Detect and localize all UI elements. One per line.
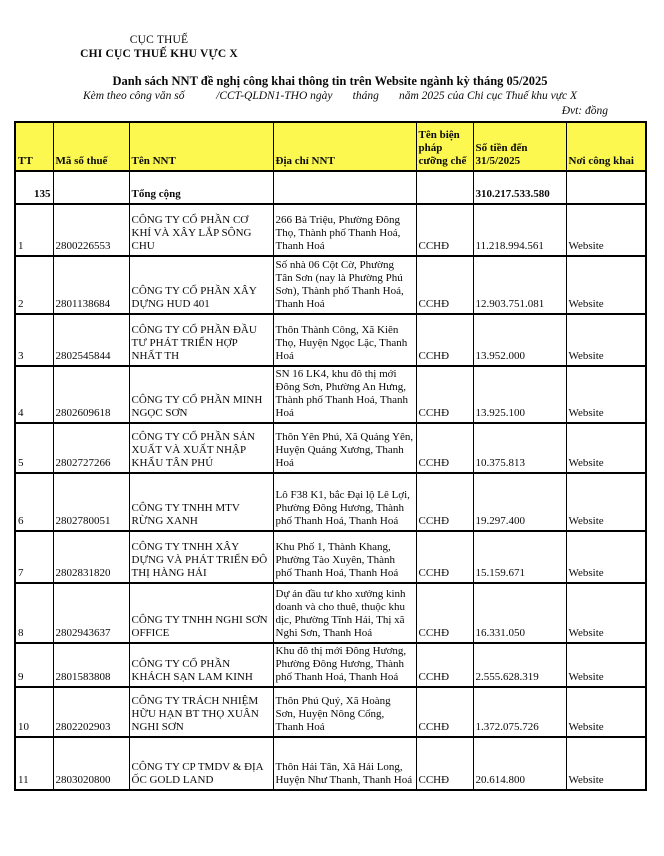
company-name: CÔNG TY CỔ PHẦN MINH NGỌC SƠN — [129, 366, 273, 423]
summary-empty-taxcode — [53, 171, 129, 204]
amount-due: 15.159.671 — [473, 531, 566, 583]
column-header-tax-code: Mã số thuế — [53, 122, 129, 171]
company-address: SN 16 LK4, khu đô thị mới Đông Sơn, Phường An Hưng, Thành phố Thanh Hoá, Thanh Hoá — [273, 366, 416, 423]
amount-due: 12.903.751.081 — [473, 256, 566, 314]
publish-location: Website — [566, 531, 646, 583]
company-name: CÔNG TY TNHH MTV RỪNG XANH — [129, 473, 273, 531]
company-address: Khu Phố 1, Thành Khang, Phường Tào Xuyên, Thành phố Thanh Hoá, Thanh Hoá — [273, 531, 416, 583]
table-row — [15, 314, 646, 366]
enforcement-measure: CCHĐ — [416, 256, 473, 314]
tax-code: 2801138684 — [53, 256, 129, 314]
enforcement-measure: CCHĐ — [416, 204, 473, 256]
row-index: 1 — [15, 204, 53, 256]
column-header-address: Địa chỉ NNT — [273, 122, 416, 171]
column-header-publish: Nơi công khai — [566, 122, 646, 171]
company-name: CÔNG TY CỔ PHẦN ĐẦU TƯ PHÁT TRIỂN HỢP NHẤT TH — [129, 314, 273, 366]
company-name: CÔNG TY CỔ PHẦN KHÁCH SẠN LAM KINH — [129, 643, 273, 687]
currency-unit-note: Đvt: đồng — [561, 105, 608, 117]
company-address: Lô F38 K1, bắc Đại lộ Lê Lợi, Phường Đông Hương, Thành phố Thanh Hoá, Thanh Hoá — [273, 473, 416, 531]
enforcement-measure: CCHĐ — [416, 366, 473, 423]
enforcement-measure: CCHĐ — [416, 737, 473, 790]
enforcement-measure: CCHĐ — [416, 314, 473, 366]
company-address: Khu đô thị mới Đông Hương, Phường Đông Hương, Thành phố Thanh Hoá, Thanh Hoá — [273, 643, 416, 687]
amount-due: 1.372.075.726 — [473, 687, 566, 737]
publish-location: Website — [566, 423, 646, 473]
summary-empty-address — [273, 171, 416, 204]
amount-due: 16.331.050 — [473, 583, 566, 643]
summary-amount: 310.217.533.580 — [473, 171, 566, 204]
summary-index: 135 — [15, 171, 53, 204]
company-address: Thôn Thành Công, Xã Kiên Thọ, Huyện Ngọc Lặc, Thanh Hoá — [273, 314, 416, 366]
tax-code: 2802780051 — [53, 473, 129, 531]
tax-code: 2800226553 — [53, 204, 129, 256]
publish-location: Website — [566, 473, 646, 531]
company-address: Thôn Yên Phú, Xã Quảng Yên, Huyện Quảng Xương, Thanh Hoá — [273, 423, 416, 473]
column-header-tt: TT — [15, 122, 53, 171]
row-index: 2 — [15, 256, 53, 314]
company-name: CÔNG TY TNHH NGHI SƠN OFFICE — [129, 583, 273, 643]
document-title: Danh sách NNT đề nghị công khai thông tin trên Website ngành kỳ tháng 05/2025 — [112, 74, 548, 88]
tax-code: 2801583808 — [53, 643, 129, 687]
column-header-name: Tên NNT — [129, 122, 273, 171]
amount-due: 11.218.994.561 — [473, 204, 566, 256]
amount-due: 13.925.100 — [473, 366, 566, 423]
company-name: CÔNG TY TNHH XÂY DỰNG VÀ PHÁT TRIỂN ĐÔ THỊ HÀNG HẢI — [129, 531, 273, 583]
tax-code: 2802943637 — [53, 583, 129, 643]
tax-code: 2802727266 — [53, 423, 129, 473]
column-header-amount: Số tiền đến 31/5/2025 — [473, 122, 566, 171]
company-name: CÔNG TY CỔ PHẦN SẢN XUẤT VÀ XUẤT NHẬP KHẨU TÂN PHÚ — [129, 423, 273, 473]
publish-location: Website — [566, 256, 646, 314]
company-address: Thôn Hải Tân, Xã Hải Long, Huyện Như Thanh, Thanh Hoá — [273, 737, 416, 790]
row-index: 10 — [15, 687, 53, 737]
tax-code: 2802609618 — [53, 366, 129, 423]
row-index: 5 — [15, 423, 53, 473]
row-index: 6 — [15, 473, 53, 531]
company-address: Dự án đầu tư kho xưởng kinh doanh và cho thuê, thuộc khu dịc, Phường Tĩnh Hải, Thị xã Nghi Sơn, Thanh Hoá — [273, 583, 416, 643]
row-index: 11 — [15, 737, 53, 790]
tax-code: 2803020800 — [53, 737, 129, 790]
summary-row — [15, 171, 646, 204]
publish-location: Website — [566, 687, 646, 737]
tax-code: 2802202903 — [53, 687, 129, 737]
enforcement-measure: CCHĐ — [416, 473, 473, 531]
title-block — [14, 74, 646, 104]
table-row — [15, 473, 646, 531]
company-name: CÔNG TY CP TMDV & ĐỊA ỐC GOLD LAND — [129, 737, 273, 790]
table-row — [15, 204, 646, 256]
amount-due: 19.297.400 — [473, 473, 566, 531]
amount-due: 13.952.000 — [473, 314, 566, 366]
enforcement-measure: CCHĐ — [416, 423, 473, 473]
enforcement-measure: CCHĐ — [416, 531, 473, 583]
table-row — [15, 687, 646, 737]
amount-due: 20.614.800 — [473, 737, 566, 790]
agency-parent-name: CỤC THUẾ — [129, 34, 189, 46]
letterhead — [74, 34, 244, 61]
table-row — [15, 531, 646, 583]
company-name: CÔNG TY CỔ PHẦN XÂY DỰNG HUD 401 — [129, 256, 273, 314]
table-row — [15, 366, 646, 423]
publish-location: Website — [566, 314, 646, 366]
enforcement-measure: CCHĐ — [416, 687, 473, 737]
table-row — [15, 423, 646, 473]
tax-code: 2802831820 — [53, 531, 129, 583]
row-index: 4 — [15, 366, 53, 423]
table-row — [15, 643, 646, 687]
amount-due: 2.555.628.319 — [473, 643, 566, 687]
company-address: Số nhà 06 Cột Cờ, Phường Tân Sơn (nay là Phường Phú Sơn), Thành phố Thanh Hoá, Thanh Hoá — [273, 256, 416, 314]
company-name: CÔNG TY CỔ PHẦN CƠ KHÍ VÀ XÂY LẮP SÔNG CHU — [129, 204, 273, 256]
enforcement-measure: CCHĐ — [416, 643, 473, 687]
enforcement-measure: CCHĐ — [416, 583, 473, 643]
agency-name: CHI CỤC THUẾ KHU VỰC X — [80, 48, 238, 60]
publish-location: Website — [566, 366, 646, 423]
row-index: 9 — [15, 643, 53, 687]
row-index: 7 — [15, 531, 53, 583]
publish-location: Website — [566, 643, 646, 687]
company-address: 266 Bà Triệu, Phường Đông Thọ, Thành phố Thanh Hoá, Thanh Hoá — [273, 204, 416, 256]
summary-empty-measure — [416, 171, 473, 204]
table-row — [15, 737, 646, 790]
publish-location: Website — [566, 583, 646, 643]
table-row — [15, 256, 646, 314]
amount-due: 10.375.813 — [473, 423, 566, 473]
row-index: 8 — [15, 583, 53, 643]
company-name: CÔNG TY TRÁCH NHIỆM HỮU HẠN BT THỌ XUÂN NGHI SƠN — [129, 687, 273, 737]
column-header-measure: Tên biện pháp cưỡng chế — [416, 122, 473, 171]
row-index: 3 — [15, 314, 53, 366]
table-row — [15, 583, 646, 643]
document-subtitle: Kèm theo công văn số /CCT-QLDN1-THO ngày tháng năm 2025 của Chi cục Thuế khu vực X — [82, 90, 578, 102]
publish-location: Website — [566, 737, 646, 790]
publish-location: Website — [566, 204, 646, 256]
table-header-row — [15, 122, 646, 171]
taxpayer-disclosure-table — [14, 121, 647, 791]
summary-empty-publish — [566, 171, 646, 204]
tax-code: 2802545844 — [53, 314, 129, 366]
summary-label: Tổng cộng — [129, 171, 273, 204]
company-address: Thôn Phú Quý, Xã Hoàng Sơn, Huyện Nông Cống, Thanh Hoá — [273, 687, 416, 737]
